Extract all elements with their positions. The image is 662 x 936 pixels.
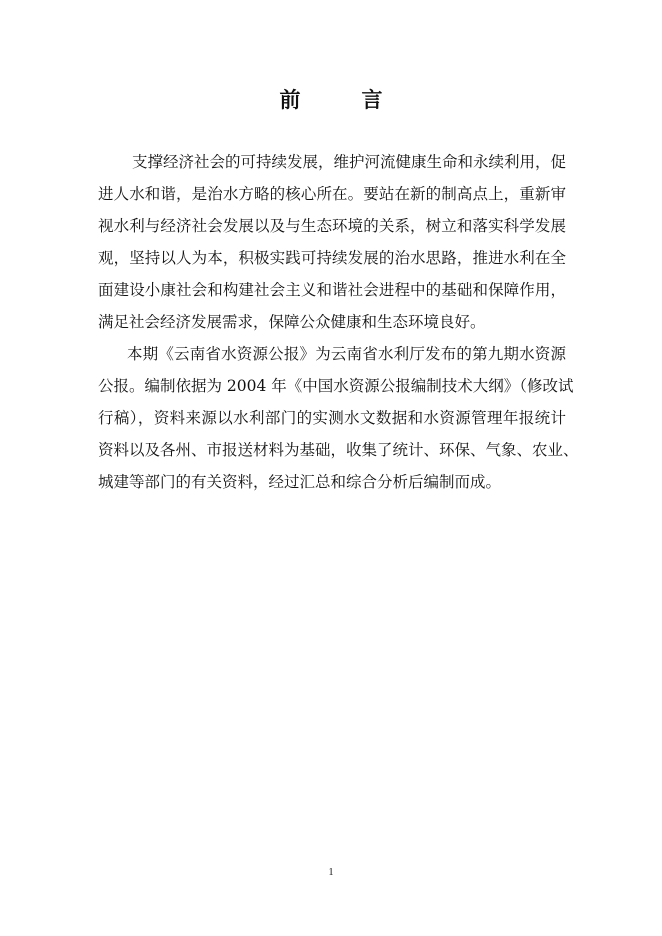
paragraph-line: 公报。编制依据为 2004 年《中国水资源公报编制技术大纲》（修改试 (98, 377, 574, 395)
paragraph-line: 面建设小康社会和构建社会主义和谐社会进程中的基础和保障作用， (98, 281, 566, 299)
paragraph-line: 满足社会经济发展需求，保障公众健康和生态环境良好。 (98, 313, 486, 331)
paragraph-line: 支撑经济社会的可持续发展，维护河流健康生命和永续利用，促 (132, 153, 567, 171)
paragraph-1 (98, 146, 566, 338)
paragraph-line: 进人水和谐，是治水方略的核心所在。要站在新的制高点上，重新审 (98, 185, 566, 203)
paragraph-line: 视水利与经济社会发展以及与生态环境的关系，树立和落实科学发展 (98, 217, 566, 235)
paragraph-line: 本期《云南省水资源公报》为云南省水利厅发布的第九期水资源 (127, 345, 566, 363)
paragraph-line: 资料以及各州、市报送材料为基础，收集了统计、环保、气象、农业、 (98, 441, 579, 459)
document-body (98, 146, 579, 498)
paragraph-line: 观，坚持以人为本，积极实践可持续发展的治水思路，推进水利在全 (98, 249, 566, 267)
paragraph-line: 行稿），资料来源以水利部门的实测水文数据和水资源管理年报统计 (98, 409, 566, 427)
page-number: 1 (328, 867, 334, 878)
paragraph-line: 城建等部门的有关资料，经过汇总和综合分析后编制而成。 (98, 473, 502, 491)
paragraph-2 (98, 338, 579, 498)
page-title: 前 言 (279, 87, 403, 112)
